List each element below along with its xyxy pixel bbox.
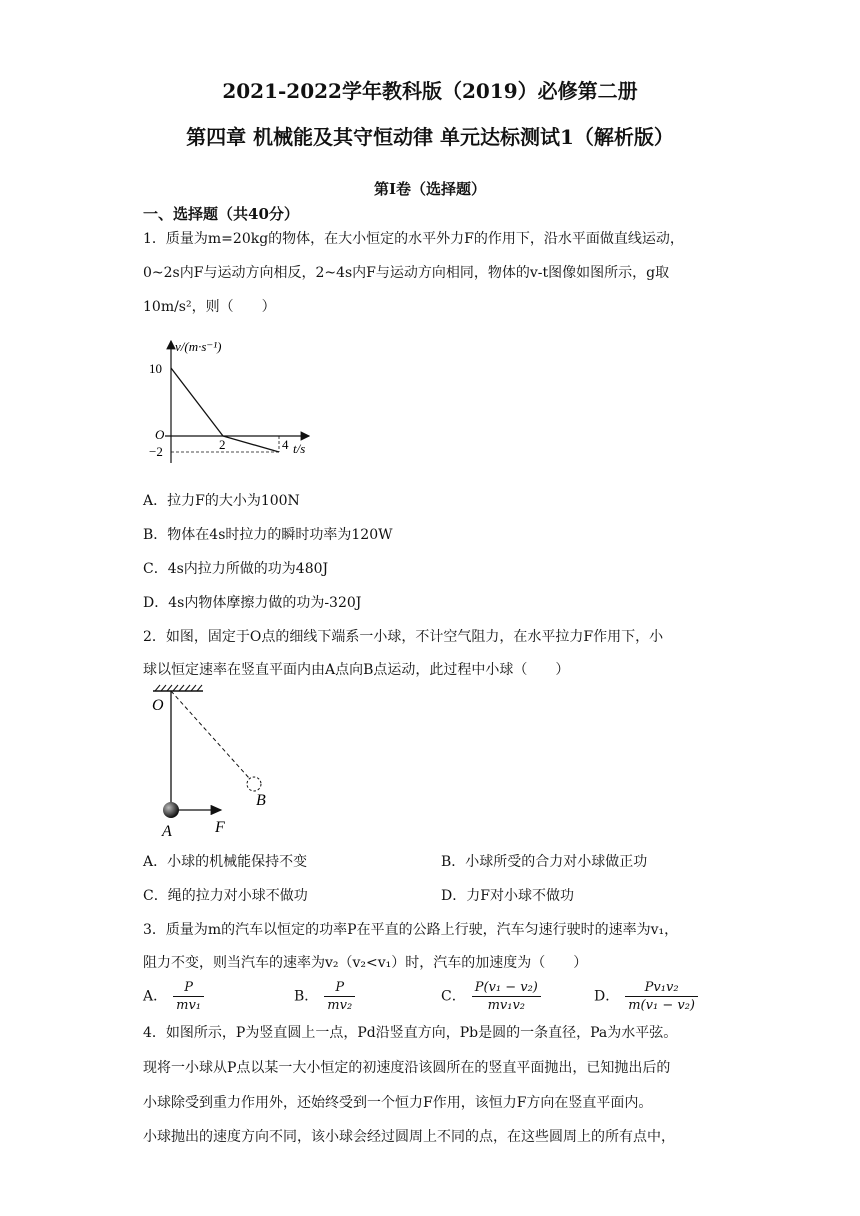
q3-option-c [441, 979, 541, 1014]
doc-title-line1: 2021-2022学年教科版（2019）必修第二册 [222, 79, 638, 103]
q3-option-a-numerator: P [173, 979, 204, 997]
q2-stem-line-1: 2．如图，固定于O点的细线下端系一小球，不计空气阻力，在水平拉力F作用下，小 [143, 629, 664, 645]
q3-option-c-denominator: mv₁v₂ [487, 998, 526, 1013]
q1-stem-line-2: 0~2s内F与运动方向相反，2~4s内F与运动方向相同，物体的v-t图像如图所示，g取 [143, 265, 670, 281]
q2-option-b: B．小球所受的合力对小球做正功 [441, 854, 648, 870]
q2-label-f: F [215, 819, 225, 836]
q1-graph-tick-4: 4 [282, 437, 289, 452]
q2-label-a: A [162, 823, 172, 840]
q1-graph-origin: O [155, 427, 165, 442]
q2-option-d: D．力F对小球不做功 [441, 888, 574, 904]
q3-option-b-prefix: B． [294, 988, 319, 1005]
q3-option-d-denominator: m(v₁ − v₂) [628, 998, 695, 1013]
q3-stem-line-2: 阻力不变，则当汽车的速率为v₂（v₂<v₁）时，汽车的加速度为（ ） [143, 955, 588, 971]
q1-graph-tick-neg2: −2 [149, 444, 163, 459]
doc-title-line2: 第四章 机械能及其守恒动律 单元达标测试1（解析版） [186, 125, 674, 149]
q1-graph-segment-decel [171, 368, 223, 436]
q2-label-o: O [152, 697, 164, 714]
q3-option-a-prefix: A． [143, 988, 168, 1005]
q1-graph-tick-10: 10 [149, 361, 162, 376]
q1-option-a: A．拉力F的大小为100N [143, 493, 300, 509]
q3-option-a [143, 979, 204, 1014]
q1-graph-y-label: v/(m·s⁻¹) [175, 339, 222, 354]
q2-pendulum-figure [143, 683, 283, 843]
section-heading: 一、选择题（共40分） [143, 205, 299, 223]
q3-option-a-fraction [173, 979, 204, 1014]
q3-option-d-prefix: D． [594, 988, 620, 1005]
q2-label-b: B [256, 792, 266, 809]
q3-option-a-denominator: mv₁ [176, 998, 202, 1013]
q1-stem-line-1: 1．质量为m=20kg的物体，在大小恒定的水平外力F的作用下，沿水平面做直线运动， [143, 231, 684, 247]
q3-option-c-numerator: P(v₁ − v₂) [472, 979, 541, 997]
q4-stem-line-3: 小球除受到重力作用外，还始终受到一个恒力F作用，该恒力F方向在竖直平面内。 [143, 1095, 653, 1111]
q1-stem-line-3: 10m/s²，则（ ） [143, 299, 276, 315]
q3-option-c-fraction [472, 979, 541, 1014]
q2-stem-line-2: 球以恒定速率在竖直平面内由A点向B点运动，此过程中小球（ ） [143, 662, 570, 678]
q3-option-b-denominator: mv₂ [327, 998, 353, 1013]
q1-graph-tick-2: 2 [219, 437, 226, 452]
q3-option-b-fraction [324, 979, 355, 1014]
q1-option-c: C．4s内拉力所做的功为480J [143, 561, 329, 577]
q2-option-c: C．绳的拉力对小球不做功 [143, 888, 308, 904]
q3-stem-line-1: 3．质量为m的汽车以恒定的功率P在平直的公路上行驶，汽车匀速行驶时的速率为v₁， [143, 922, 679, 938]
q3-option-b-numerator: P [324, 979, 355, 997]
volume-heading: 第Ⅰ卷（选择题） [373, 180, 487, 198]
q1-vt-graph [143, 335, 323, 470]
q2-ceiling-hatch [155, 685, 202, 691]
q3-option-d [594, 979, 698, 1014]
q3-option-d-fraction [625, 979, 698, 1014]
q4-stem-line-1: 4．如图所示，P为竖直圆上一点，Pd沿竖直方向，Pb是圆的一条直径，Pa为水平弦。 [143, 1025, 678, 1041]
q3-option-d-numerator: Pv₁v₂ [625, 979, 698, 997]
q3-option-c-prefix: C． [441, 988, 466, 1005]
q1-option-b: B．物体在4s时拉力的瞬时功率为120W [143, 527, 393, 543]
q2-ball-at-b [247, 777, 261, 791]
q4-stem-line-4: 小球抛出的速度方向不同，该小球会经过圆周上不同的点，在这些圆周上的所有点中， [143, 1129, 675, 1145]
q4-stem-line-2: 现将一小球从P点以某一大小恒定的初速度沿该圆所在的竖直平面抛出，已知抛出后的 [143, 1060, 671, 1076]
q2-string-to-b [171, 691, 249, 778]
q2-ball-at-a [163, 802, 179, 818]
q2-option-a: A．小球的机械能保持不变 [143, 854, 308, 870]
q1-graph-x-label: t/s [293, 441, 306, 456]
q1-graph-segment-reverse [223, 436, 279, 452]
q3-option-b [294, 979, 355, 1014]
q1-option-d: D．4s内物体摩擦力做的功为-320J [143, 595, 362, 611]
